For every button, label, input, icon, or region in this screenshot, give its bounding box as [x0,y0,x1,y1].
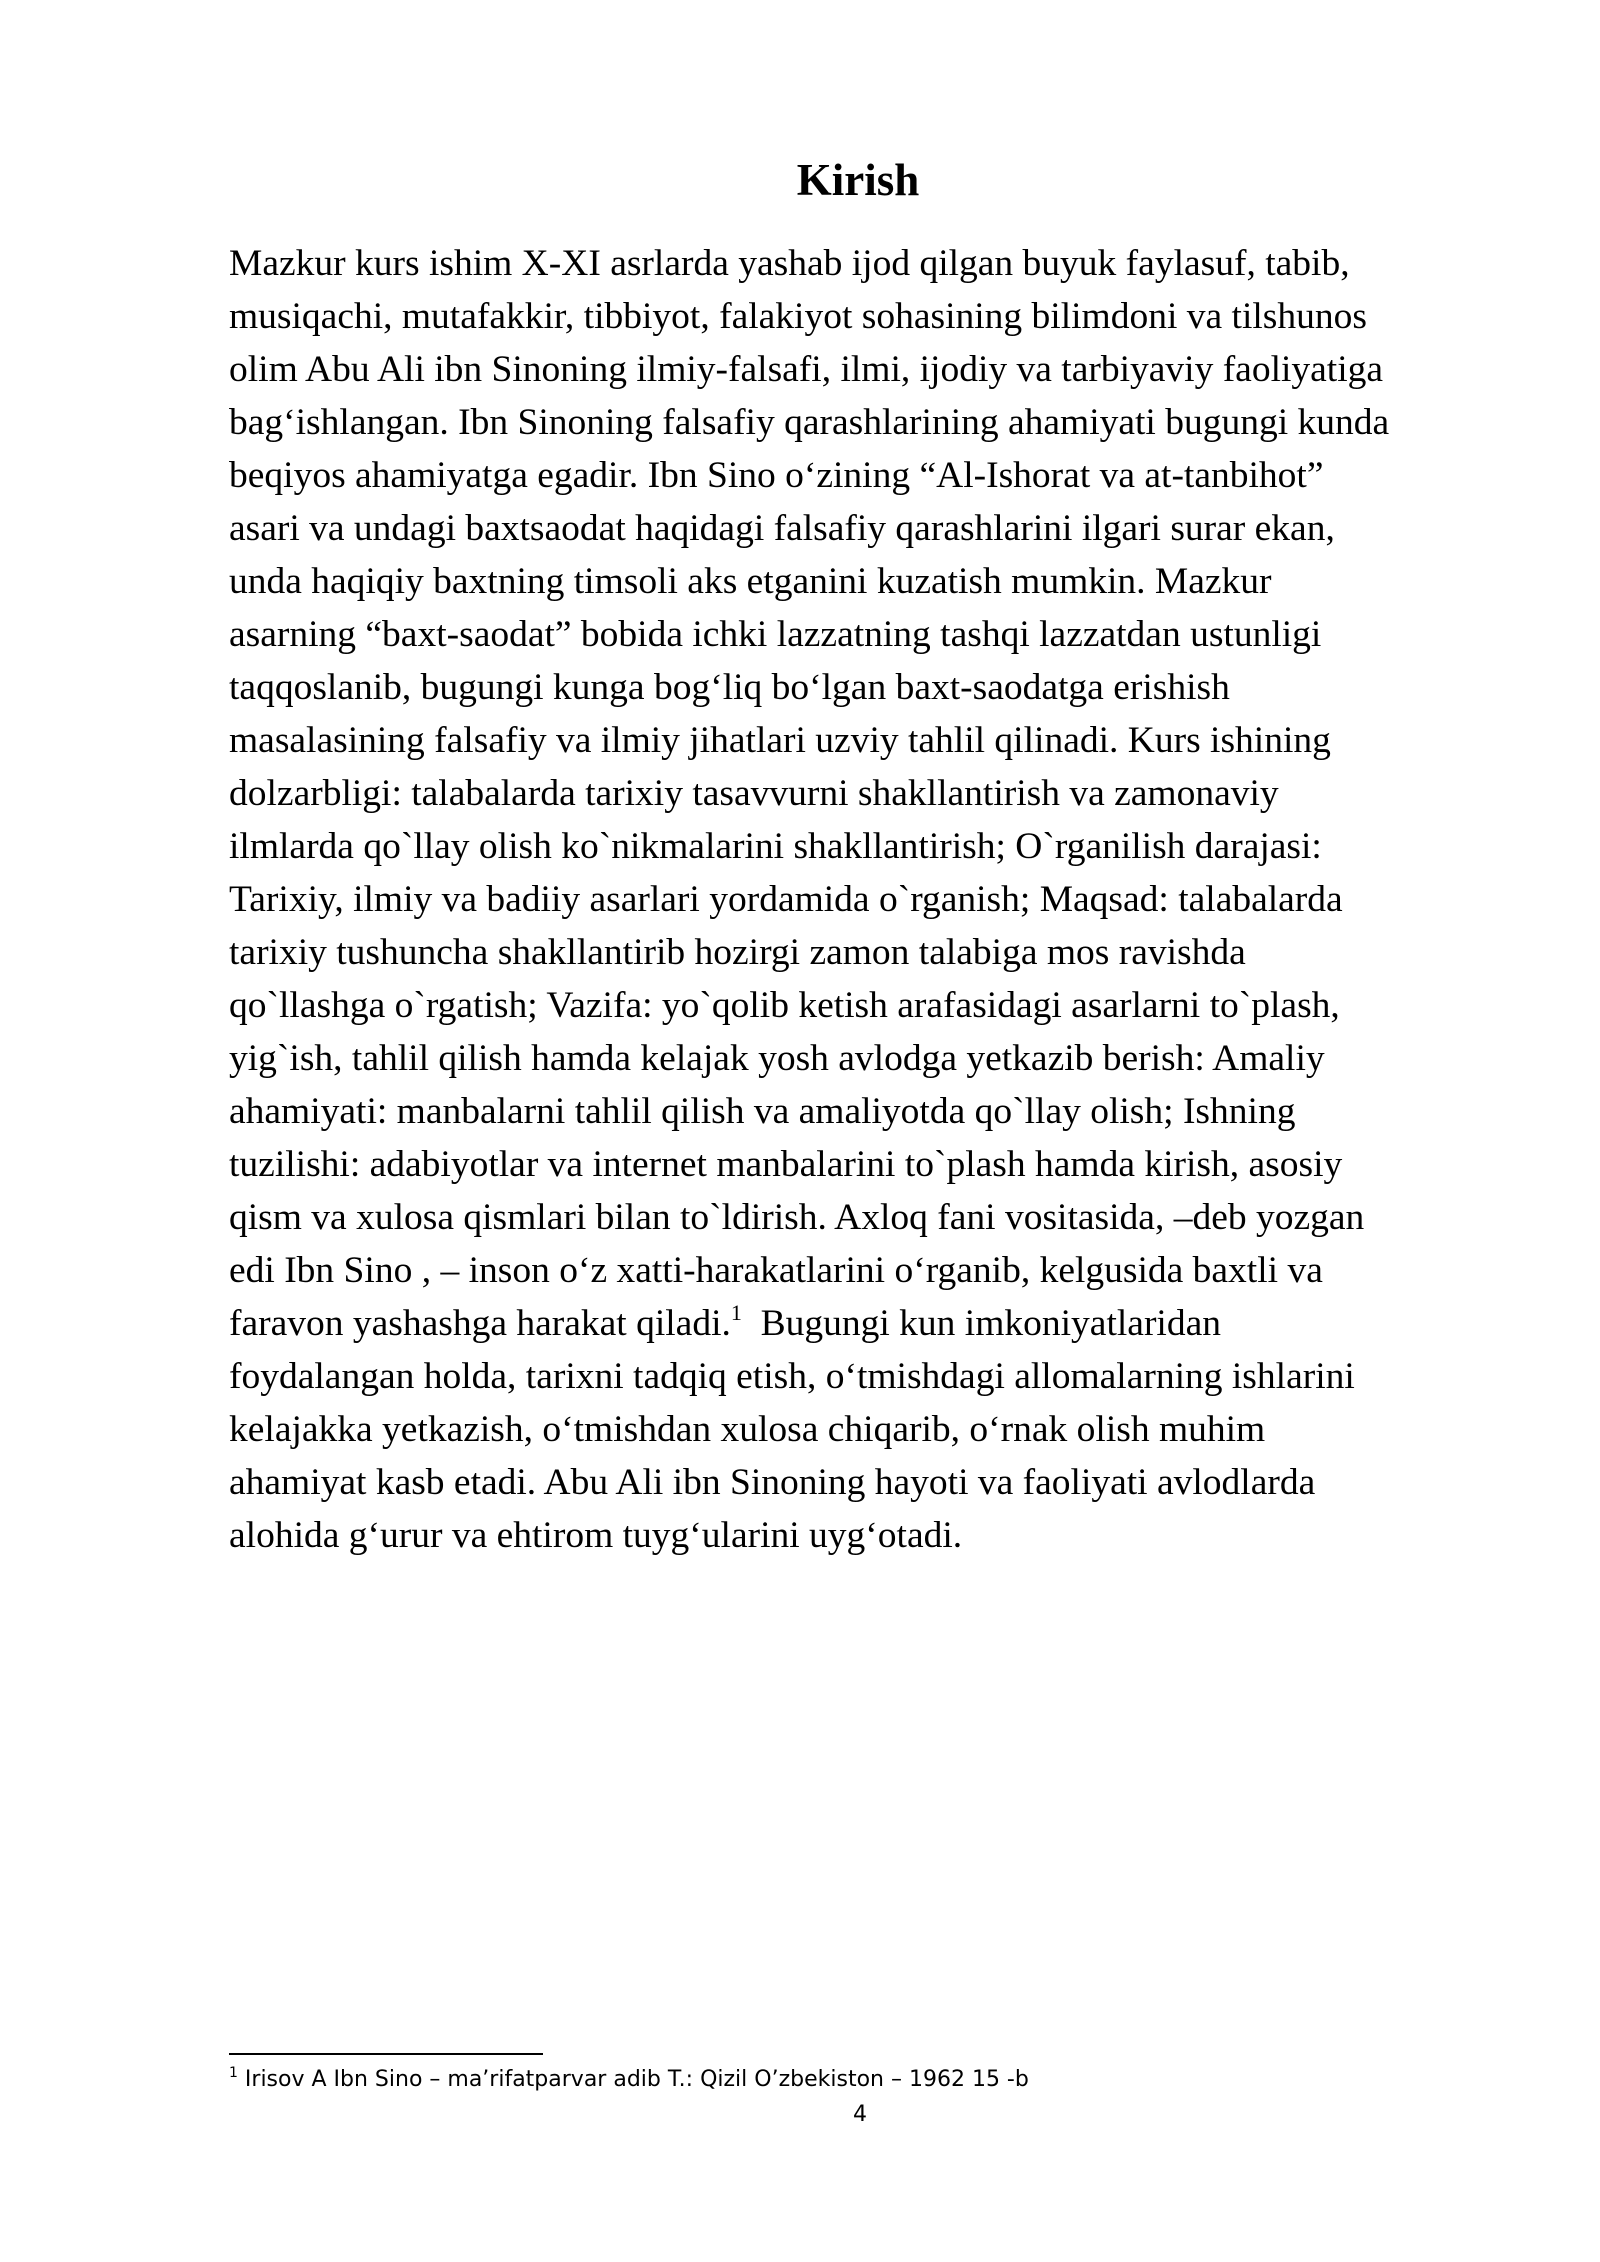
paragraph-line: taqqoslanib, bugungi kunga bog‘liq bo‘lgan baxt-saodatga erishish [229,667,1230,708]
paragraph-line: asari va undagi baxtsaodat haqidagi falsafiy qarashlarini ilgari surar ekan, [229,508,1335,549]
paragraph-line: ahamiyat kasb etadi. Abu Ali ibn Sinoning hayoti va faoliyati avlodlarda [229,1462,1316,1503]
paragraph-line: foydalangan holda, tarixni tadqiq etish, o‘tmishdagi allomalarning ishlarini [229,1356,1355,1397]
footnote-text: Irisov A Ibn Sino – ma’rifatparvar adib T.: Qizil O’zbekiston – 1962 15 -b [237,2067,1029,2092]
paragraph-line: unda haqiqiy baxtning timsoli aks etganini kuzatish mumkin. Mazkur [229,561,1272,602]
paragraph-line: masalasining falsafiy va ilmiy jihatlari uzviy tahlil qilinadi. Kurs ishining [229,720,1331,761]
footnote-reference[interactable]: 1 [730,1300,742,1325]
paragraph-line: ahamiyati: manbalarni tahlil qilish va amaliyotda qo`llay olish; Ishning [229,1091,1296,1132]
paragraph-line: beqiyos ahamiyatga egadir. Ibn Sino o‘zining “Al-Ishorat va at-tanbihot” [229,455,1324,496]
line-text-before-ref: faravon yashashga harakat qiladi. [229,1303,731,1344]
paragraph-line: qo`llashga o`rgatish; Vazifa: yo`qolib ketish arafasidagi asarlarni to`plash, [229,985,1340,1026]
paragraph-line: bag‘ishlangan. Ibn Sinoning falsafiy qarashlarining ahamiyati bugungi kunda [229,402,1390,443]
paragraph-line-with-footnote-ref [229,1297,1484,1350]
paragraph-line: ilmlarda qo`llay olish ko`nikmalarini shakllantirish; O`rganilish darajasi: [229,826,1322,867]
paragraph-line: Mazkur kurs ishim X-XI asrlarda yashab ijod qilgan buyuk faylasuf, tabib, [229,243,1350,284]
paragraph-line: asarning “baxt-saodat” bobida ichki lazzatning tashqi lazzatdan ustunligi [229,614,1322,655]
paragraph-line: Tarixiy, ilmiy va badiiy asarlari yordamida o`rganish; Maqsad: talabalarda [229,879,1343,920]
paragraph-line: musiqachi, mutafakkir, tibbiyot, falakiyot sohasining bilimdoni va tilshunos [229,296,1367,337]
paragraph-line: tarixiy tushuncha shakllantirib hozirgi zamon talabiga mos ravishda [229,932,1246,973]
line-text-after-ref: Bugungi kun imkoniyatlaridan [741,1303,1221,1344]
section-heading: Kirish [796,155,920,205]
paragraph-line: alohida g‘urur va ehtirom tuyg‘ularini uyg‘otadi. [229,1515,963,1556]
footnote-mark: 1 [229,2065,238,2081]
footnote-separator [229,2053,543,2055]
paragraph-line: qism va xulosa qismlari bilan to`ldirish. Axloq fani vositasida, –deb yozgan [229,1197,1365,1238]
paragraph-line: kelajakka yetkazish, o‘tmishdan xulosa chiqarib, o‘rnak olish muhim [229,1409,1266,1450]
body-paragraph [229,237,1484,1562]
paragraph-line: edi Ibn Sino , – inson o‘z xatti-harakatlarini o‘rganib, kelgusida baxtli va [229,1250,1323,1291]
paragraph-line: tuzilishi: adabiyotlar va internet manbalarini to`plash hamda kirish, asosiy [229,1144,1343,1185]
paragraph-line: yig`ish, tahlil qilish hamda kelajak yosh avlodga yetkazib berish: Amaliy [229,1038,1325,1079]
page-number: 4 [853,2102,867,2127]
paragraph-line: olim Abu Ali ibn Sinoning ilmiy-falsafi, ilmi, ijodiy va tarbiyaviy faoliyatiga [229,349,1384,390]
footnote [229,2065,1029,2095]
paragraph-line: dolzarbligi: talabalarda tarixiy tasavvurni shakllantirish va zamonaviy [229,773,1279,814]
